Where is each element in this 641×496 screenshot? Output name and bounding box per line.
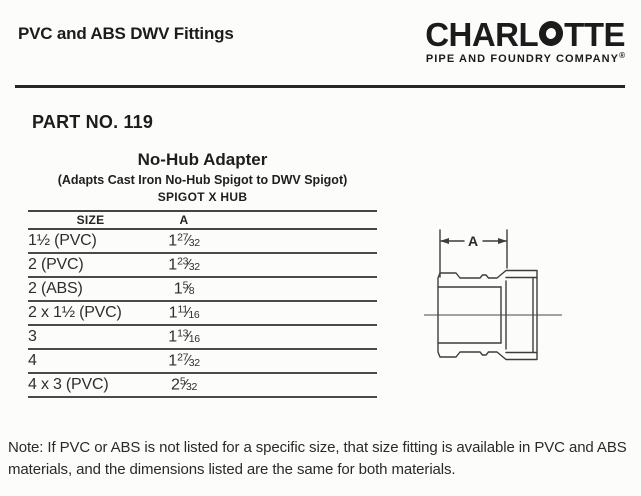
a-fraction [183,280,195,297]
fitting-title: No-Hub Adapter [137,150,268,169]
row-spacer [215,373,377,397]
row-spacer [215,301,377,325]
a-fraction [177,352,200,369]
fitting-subtitle: (Adapts Cast Iron No-Hub Spigot to DWV Spigot) [57,173,348,187]
charlotte-oval-o-icon [537,18,566,48]
size-cell: 2 (ABS) [28,280,83,297]
charlotte-logo-wordmark [425,16,625,53]
a-den: 32 [185,381,198,394]
a-whole: 1 [168,304,178,322]
row-spacer [215,277,377,301]
a-cell [153,373,215,397]
row-spacer [215,349,377,373]
dimension-label: A [467,233,479,249]
a-den: 32 [188,261,200,274]
a-den: 32 [188,357,200,370]
footnote: Note: If PVC or ABS is not listed for a specific size, that size fitting is available in PVC and ABS materials, and the dimensions listed are the same for both materials. [8,439,627,478]
size-cell: 1½ (PVC) [28,232,97,249]
logo-text-right: TTE [564,16,625,53]
size-cell: 4 [28,352,37,369]
tagline-text: PIPE AND FOUNDRY COMPANY [425,53,620,65]
a-whole: 1 [173,280,183,298]
row-spacer [215,229,377,253]
a-whole: 1 [168,352,178,370]
table-header-row [28,211,377,229]
a-whole: 1 [168,232,178,250]
a-fraction [177,328,200,345]
a-num: 27 [177,351,189,364]
a-num: 11 [177,303,188,316]
a-fraction [177,304,199,321]
a-den: 16 [188,309,200,322]
a-fraction [177,232,200,249]
a-fraction [180,376,197,393]
fraction-slash: ⁄ [187,232,190,250]
a-num: 5 [179,375,186,388]
a-cell [153,325,215,349]
a-whole: 1 [168,328,178,346]
arrowhead-right-icon [498,238,507,244]
table-row [28,349,377,373]
fitting-header [28,150,377,204]
a-den: 16 [188,333,200,346]
row-spacer [215,325,377,349]
dimensions-table [28,210,377,398]
a-num: 23 [177,255,189,268]
fraction-slash: ⁄ [187,328,190,346]
table-row [28,277,377,301]
table-row [28,253,377,277]
a-cell [153,301,215,325]
fitting-connection-type: SPIGOT X HUB [157,190,248,204]
a-num: 5 [182,279,189,292]
fitting-cross-section-diagram [408,220,578,390]
fraction-slash: ⁄ [187,256,190,274]
a-num: 27 [177,231,189,244]
size-cell: 2 (PVC) [28,256,84,273]
table-row [28,229,377,253]
a-cell [153,277,215,301]
part-number-heading: PART NO. 119 [32,112,154,132]
arrowhead-left-icon [440,238,449,244]
a-whole: 2 [170,376,180,394]
size-cell: 3 [28,328,37,345]
table-row [28,301,377,325]
a-cell [153,229,215,253]
a-whole: 1 [168,256,178,274]
page-title: PVC and ABS DWV Fittings [18,24,234,43]
fraction-slash: ⁄ [184,376,187,394]
size-cell: 4 x 3 (PVC) [28,376,109,393]
column-header-size: SIZE [76,213,105,227]
fraction-slash: ⁄ [187,280,190,298]
fraction-slash: ⁄ [186,304,190,322]
a-cell [153,349,215,373]
column-header-spacer [215,211,377,229]
a-fraction [177,256,200,273]
header-divider [15,85,625,88]
column-header-a: A [179,213,189,227]
charlotte-logo-tagline [425,51,625,65]
a-den: 32 [188,237,200,250]
logo-text-left: CHARL [425,16,539,53]
table-row [28,373,377,397]
table-row [28,325,377,349]
size-cell: 2 x 1½ (PVC) [28,304,122,321]
charlotte-logo [425,16,625,65]
registered-trademark: ® [619,51,625,60]
a-den: 8 [188,285,195,298]
a-cell [153,253,215,277]
row-spacer [215,253,377,277]
fitting-table-body [28,229,377,397]
a-num: 13 [177,327,189,340]
fraction-slash: ⁄ [187,352,190,370]
